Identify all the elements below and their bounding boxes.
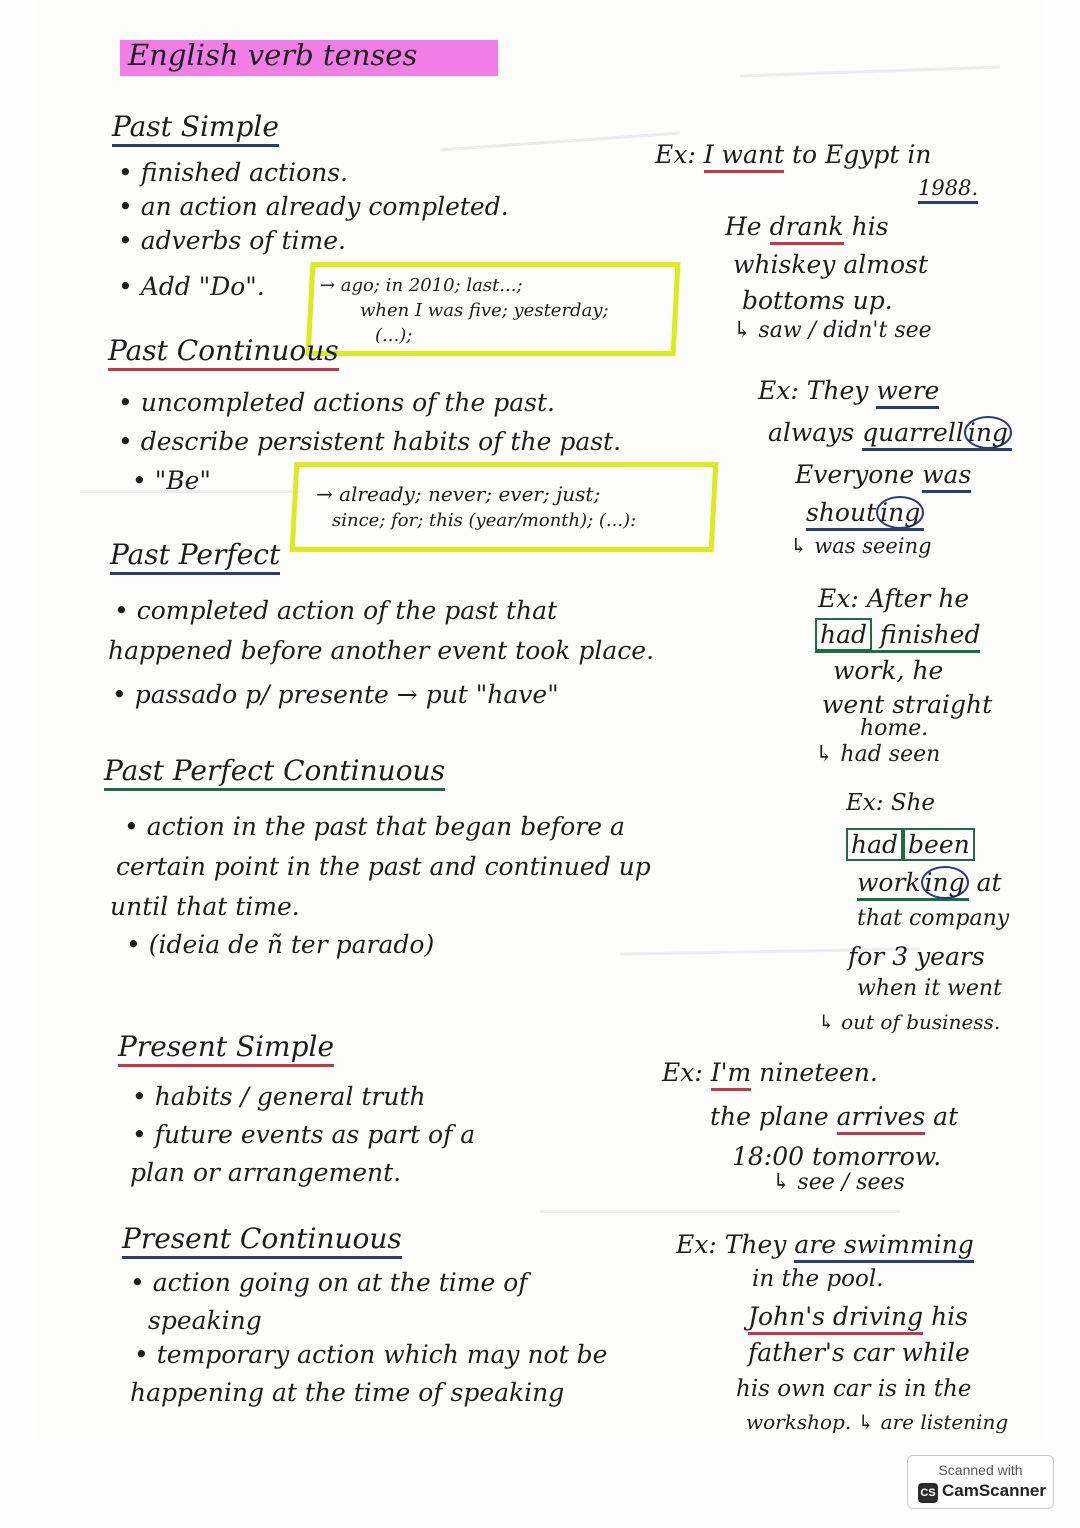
present-simple-ex2-pre: the plane [710, 1102, 829, 1131]
scanned-with-label: Scanned with [938, 1462, 1023, 1478]
past-perfect-continuous-line-2: certain point in the past and continued up [116, 852, 651, 881]
present-continuous-example-2: in the pool. [752, 1266, 884, 1292]
past-perfect-continuous-example-5: for 3 years [848, 942, 985, 971]
present-continuous-example-4: father's car while [748, 1338, 970, 1367]
past-continuous-heading: Past Continuous [108, 334, 339, 371]
past-simple-bullet-2: • an action already completed. [118, 192, 509, 221]
had-box: had [846, 828, 903, 861]
ing-circle: ing [964, 416, 1012, 449]
past-simple-ex2-pre: He [725, 212, 762, 241]
past-continuous-bullet-3: • "Be" [132, 466, 211, 495]
ing-circle: ing [876, 496, 924, 529]
past-perfect-example-2 [815, 620, 980, 653]
past-perfect-continuous-line-1: • action in the past that began before a [124, 812, 625, 841]
past-perfect-continuous-example-2 [846, 830, 975, 859]
past-perfect-continuous-ex-at: at [976, 868, 1002, 897]
past-continuous-example-4: shout ing [806, 498, 924, 531]
past-perfect-continuous-heading: Past Perfect Continuous [104, 754, 445, 791]
past-simple-ex2-post: his [851, 212, 889, 241]
present-continuous-heading: Present Continuous [122, 1222, 402, 1259]
past-simple-keywords-1: → ago; in 2010; last...; [320, 275, 523, 296]
present-continuous-ex-keyword: are swimming [794, 1230, 973, 1263]
present-continuous-ex3-keyword: John's driving [748, 1302, 923, 1335]
past-simple-bullet-4: • Add "Do". [118, 272, 265, 301]
past-perfect-line-1: • completed action of the past that [114, 596, 558, 625]
past-continuous-bullet-2: • describe persistent habits of the past. [118, 427, 622, 456]
past-simple-keywords-3: (...); [375, 325, 413, 346]
past-perfect-example-1: Ex: After he [818, 584, 970, 613]
past-perfect-heading: Past Perfect [110, 538, 280, 575]
past-simple-example-1 [655, 140, 931, 169]
past-continuous-example-1 [758, 376, 939, 405]
past-perfect-continuous-example-7: ↳ out of business. [818, 1010, 1001, 1034]
past-simple-ex-text: to Egypt in [791, 140, 932, 169]
present-continuous-line-3: • temporary action which may not be [134, 1340, 608, 1369]
had-box: had [815, 618, 872, 651]
past-perfect-continuous-example-1: Ex: She [846, 790, 936, 816]
past-continuous-example-3 [795, 460, 971, 489]
present-continuous-ex3-post: his [931, 1302, 968, 1331]
past-continuous-ex-keyword: were [876, 376, 939, 409]
past-continuous-example-2 [768, 418, 1012, 447]
past-continuous-ex-pre: Ex: They [758, 376, 869, 405]
present-simple-ex-label: Ex: [662, 1058, 703, 1087]
present-simple-example-1 [662, 1058, 878, 1087]
past-simple-ex2-keyword: drank [770, 212, 844, 245]
past-perfect-continuous-example-6: when it went [857, 976, 1002, 1001]
past-simple-keywords-2: when I was five; yesterday; [360, 300, 609, 321]
present-simple-example-2 [710, 1102, 958, 1131]
camscanner-name: CamScanner [942, 1481, 1046, 1500]
past-simple-bullet-3: • adverbs of time. [118, 226, 346, 255]
present-continuous-line-2: speaking [148, 1306, 262, 1335]
past-continuous-keyword-box [290, 462, 719, 552]
past-continuous-keywords-1: → already; never; ever; just; [316, 482, 601, 506]
present-simple-ex-keyword: I'm [711, 1058, 751, 1091]
present-simple-ex-text: nineteen. [759, 1058, 878, 1087]
present-continuous-line-1: • action going on at the time of [130, 1268, 528, 1297]
present-continuous-example-5: his own car is in the [736, 1376, 972, 1402]
past-simple-ex-keyword: I want [704, 140, 784, 173]
past-perfect-example-note: ↳ had seen [815, 742, 941, 767]
present-simple-line-2: • future events as part of a [132, 1120, 476, 1149]
past-continuous-ex2-keyword: quarrell ing [862, 418, 1012, 451]
present-simple-heading: Present Simple [118, 1030, 334, 1067]
past-continuous-ex2-pre: always [768, 418, 855, 447]
present-continuous-ex-pre: Ex: They [676, 1230, 787, 1259]
past-perfect-continuous-example-4: that company [857, 906, 1010, 931]
present-continuous-example-1 [676, 1230, 974, 1259]
camscanner-logo-icon: CS [918, 1483, 938, 1503]
past-perfect-example-4: went straight [822, 690, 993, 719]
present-continuous-line-4: happening at the time of speaking [130, 1378, 565, 1407]
present-simple-line-1: • habits / general truth [132, 1082, 426, 1111]
present-simple-example-3: 18:00 tomorrow. [732, 1142, 942, 1171]
past-simple-example-note: ↳ saw / didn't see [733, 318, 932, 343]
present-simple-line-3: plan or arrangement. [130, 1158, 402, 1187]
past-simple-example-4: bottoms up. [742, 286, 893, 315]
past-perfect-example-5: home. [860, 716, 929, 741]
past-continuous-keywords-2: since; for; this (year/month); (...): [332, 510, 637, 531]
present-continuous-example-6: workshop. ↳ are listening [746, 1410, 1009, 1434]
page-title: English verb tenses [128, 38, 418, 72]
past-simple-heading: Past Simple [112, 110, 279, 147]
present-simple-ex2-post: at [933, 1102, 959, 1131]
working-keyword: work ing [857, 868, 969, 901]
present-simple-ex2-keyword: arrives [837, 1102, 926, 1135]
past-perfect-continuous-line-4: • (ideia de ñ ter parado) [126, 930, 435, 959]
camscanner-watermark [907, 1455, 1054, 1509]
present-continuous-example-3 [748, 1302, 968, 1331]
past-perfect-continuous-line-3: until that time. [110, 892, 300, 921]
past-simple-example-3: whiskey almost [733, 250, 928, 279]
ing-circle: ing [921, 866, 969, 899]
past-perfect-line-3: • passado p/ presente → put "have" [112, 680, 559, 709]
past-continuous-ex3-keyword: was [922, 460, 971, 493]
past-simple-ex-label: Ex: [655, 140, 696, 169]
been-box: been [903, 828, 975, 861]
past-simple-example-2 [725, 212, 889, 241]
past-simple-bullet-1: • finished actions. [118, 158, 349, 187]
past-simple-example-year: 1988. [918, 176, 978, 204]
past-perfect-continuous-example-3 [857, 868, 1002, 897]
past-perfect-ex-keyword: finished [879, 620, 981, 649]
past-perfect-line-2: happened before another event took place. [108, 636, 655, 665]
past-perfect-example-3: work, he [833, 656, 944, 685]
past-continuous-bullet-1: • uncompleted actions of the past. [118, 388, 555, 417]
past-continuous-ex3-pre: Everyone [795, 460, 915, 489]
present-simple-example-note: ↳ see / sees [772, 1170, 905, 1195]
past-continuous-example-note: ↳ was seeing [790, 534, 932, 558]
